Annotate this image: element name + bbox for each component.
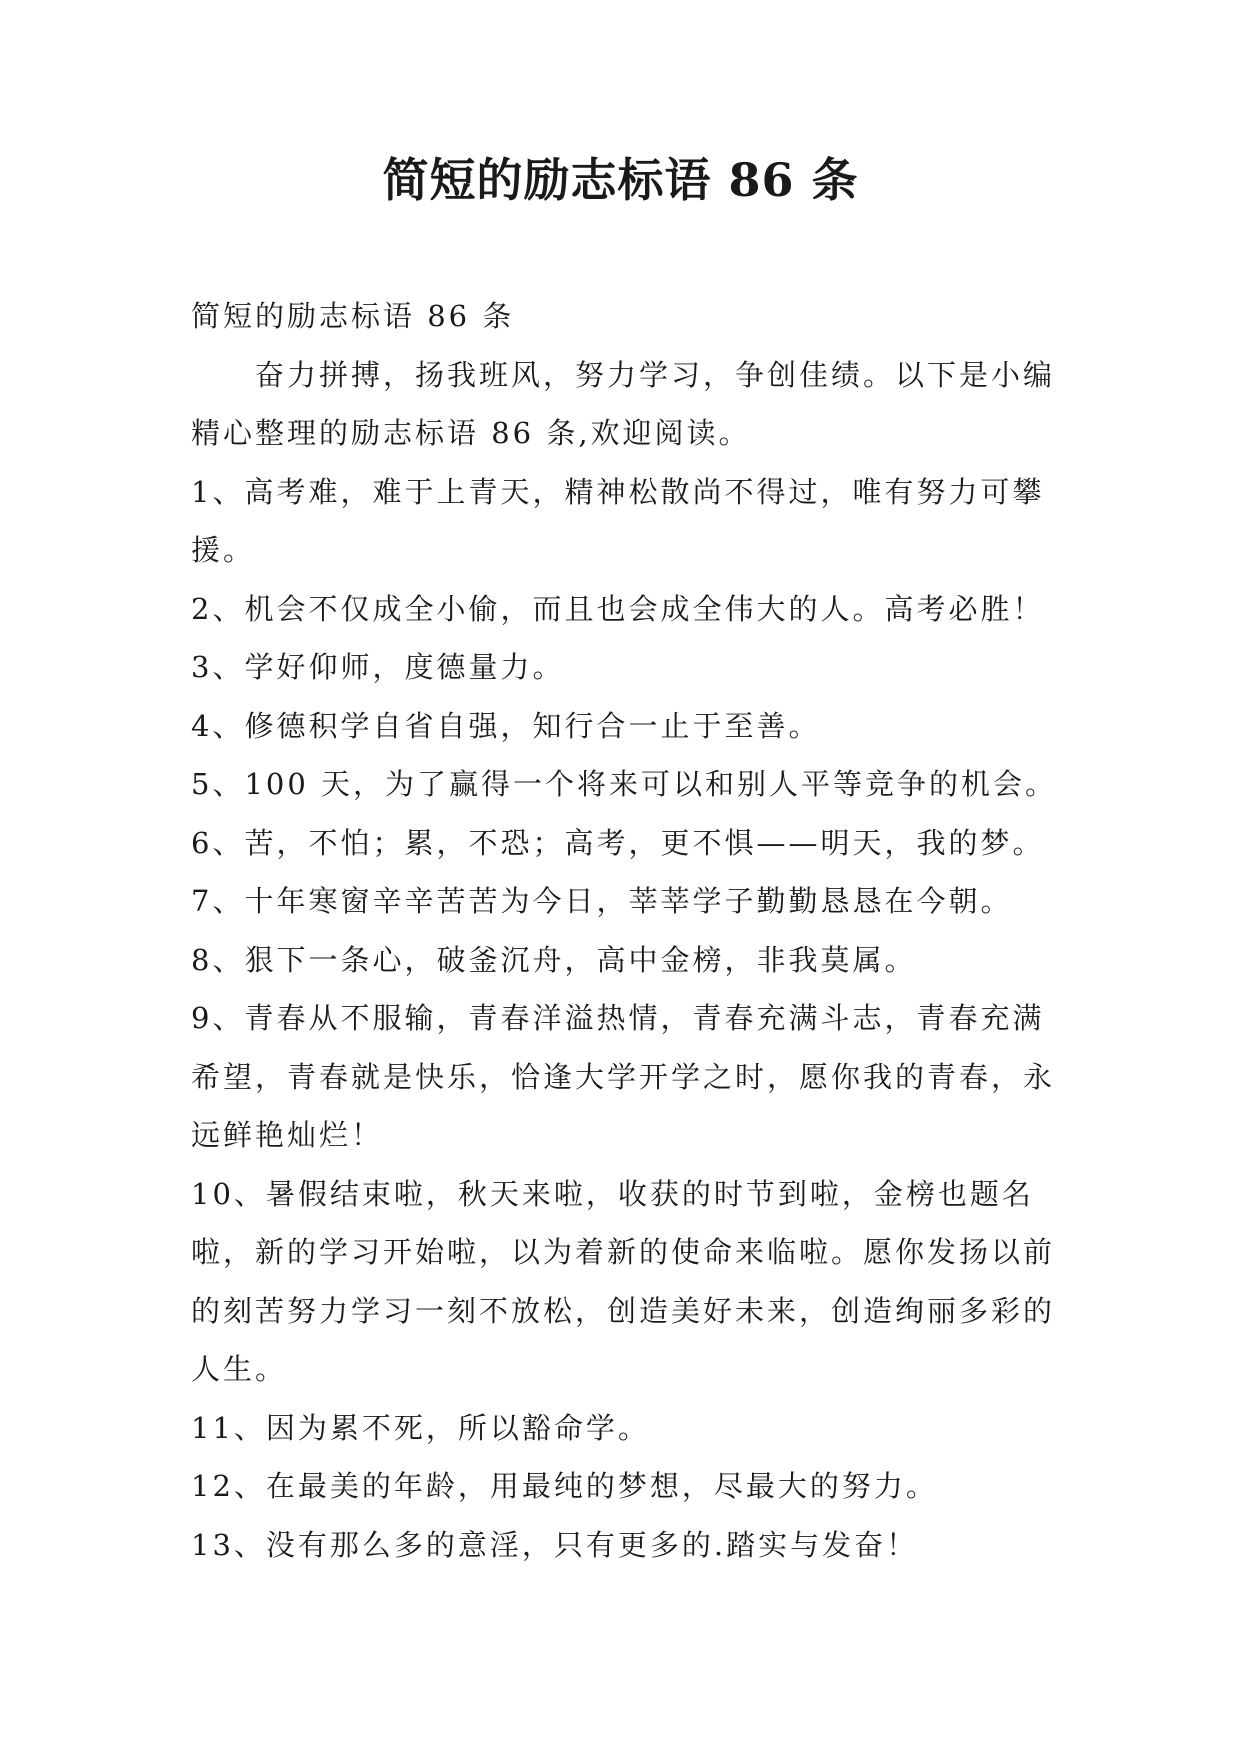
intro-paragraph: 奋力拼搏，扬我班风，努力学习，争创佳绩。以下是小编精心整理的励志标语 86 条,欢迎阅读。: [191, 357, 1056, 450]
list-item: 2、机会不仅成全小偷，而且也会成全伟大的人。高考必胜！: [191, 591, 1045, 626]
list-item: 6、苦，不怕；累，不恐；高考，更不惧——明天，我的梦。: [191, 825, 1045, 860]
list-item: 10、暑假结束啦，秋天来啦，收获的时节到啦，金榜也题名啦，新的学习开始啦，以为着新的使命来临啦。愿你发扬以前的刻苦努力学习一刻不放松，创造美好未来，创造绚丽多彩的人生。: [191, 1176, 1056, 1386]
list-item: 5、100 天，为了赢得一个将来可以和别人平等竞争的机会。: [191, 767, 1058, 801]
list-item: 4、修德积学自省自强，知行合一止于至善。: [191, 708, 821, 743]
document-subheading: 简短的励志标语 86 条: [191, 299, 515, 333]
list-item: 13、没有那么多的意淫，只有更多的.踏实与发奋！: [191, 1527, 919, 1562]
list-item: 3、学好仰师，度德量力。: [191, 650, 565, 684]
list-item: 8、狠下一条心，破釜沉舟，高中金榜，非我莫属。: [191, 942, 917, 977]
list-item: 12、在最美的年龄，用最纯的梦想，尽最大的努力。: [191, 1469, 938, 1503]
list-item: 7、十年寒窗辛辛苦苦为今日，莘莘学子勤勤恳恳在今朝。: [191, 884, 1013, 918]
list-item: 1、高考难，难于上青天，精神松散尚不得过，唯有努力可攀援。: [191, 474, 1045, 567]
list-item: 11、因为累不死，所以豁命学。: [191, 1410, 650, 1445]
document-title: 简短的励志标语 86 条: [382, 153, 859, 207]
document-body: [191, 287, 1071, 1574]
list-item: 9、青春从不服输，青春洋溢热情，青春充满斗志，青春充满希望，青春就是快乐，恰逢大学开学之时，愿你我的青春，永远鲜艳灿烂！: [191, 1001, 1056, 1152]
